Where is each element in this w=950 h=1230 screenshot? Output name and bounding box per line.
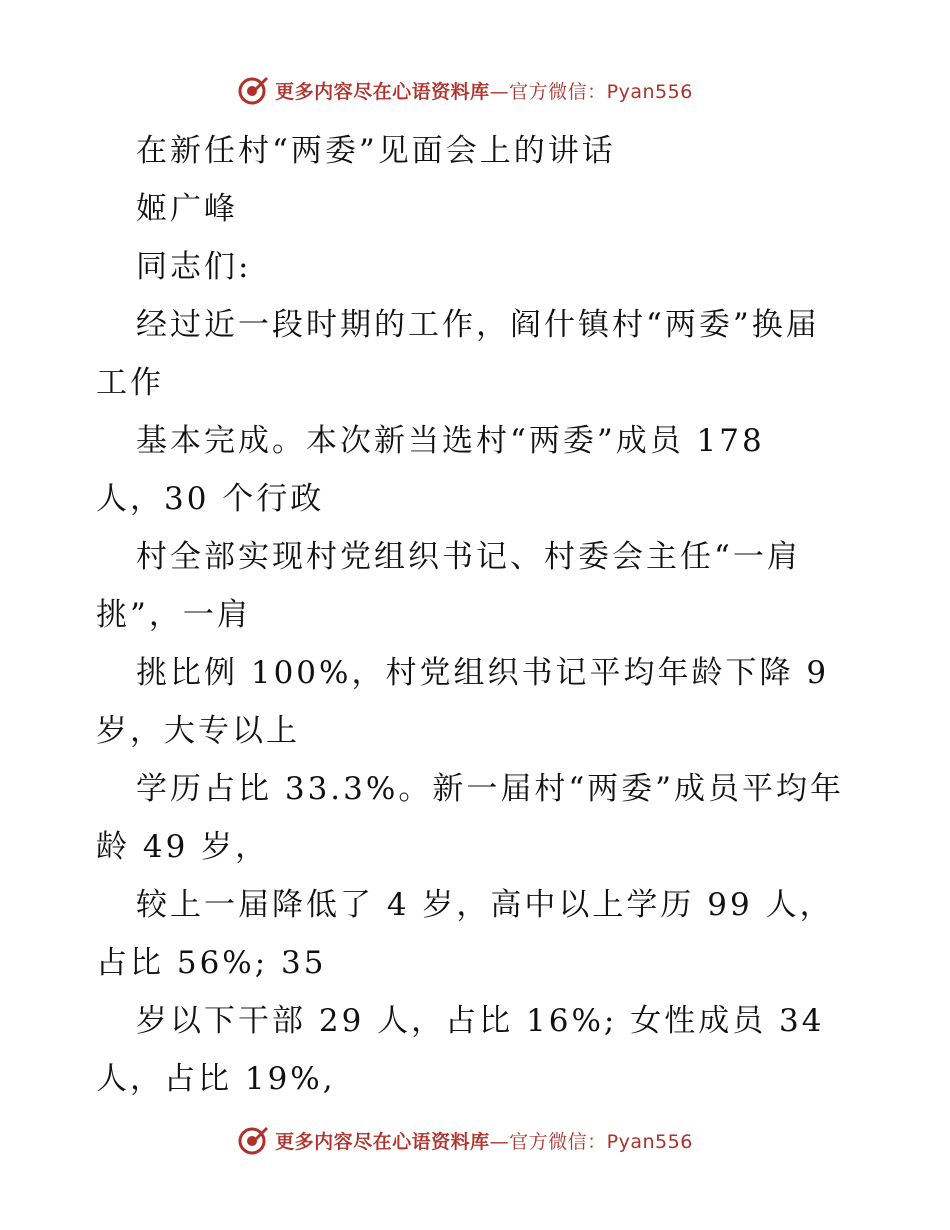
text-line: 岁，大专以上 (96, 713, 300, 749)
banner-suffix: —官方微信：Pyan556 (489, 1130, 693, 1153)
text-line: 学历占比 33.3%。新一届村“两委”成员平均年 (136, 771, 845, 807)
banner-text (275, 1127, 693, 1154)
text-line: 占比 56%; 35 (96, 945, 327, 981)
text-line: 基本完成。本次新当选村“两委”成员 178 (136, 423, 765, 459)
header-watermark-banner (0, 70, 950, 110)
pen-logo-icon (237, 1124, 269, 1156)
footer-watermark-banner (0, 1120, 950, 1160)
document-body (96, 122, 866, 1108)
document-author: 姬广峰 (136, 191, 238, 227)
text-line: 龄 49 岁， (96, 829, 270, 865)
text-line: 较上一届降低了 4 岁，高中以上学历 99 人， (136, 887, 834, 923)
banner-prefix: 更多内容尽在心语资料库 (275, 80, 490, 103)
banner-suffix: —官方微信：Pyan556 (489, 80, 693, 103)
text-line: 岁以下干部 29 人，占比 16%; 女性成员 34 (136, 1003, 825, 1039)
text-line: 挑比例 100%，村党组织书记平均年龄下降 9 (136, 655, 830, 691)
text-line: 人，占比 19%, (96, 1061, 336, 1097)
banner-text (275, 77, 693, 104)
text-line: 经过近一段时期的工作，阎什镇村“两委”换届 (136, 307, 820, 343)
document-title: 在新任村“两委”见面会上的讲话 (136, 133, 616, 169)
text-line: 村全部实现村党组织书记、村委会主任“一肩 (136, 539, 801, 575)
text-line: 同志们: (136, 249, 252, 285)
text-line: 人，30 个行政 (96, 481, 325, 517)
text-line: 工作 (96, 365, 164, 401)
pen-logo-icon (237, 74, 269, 106)
text-line: 挑”，一肩 (96, 597, 251, 633)
banner-prefix: 更多内容尽在心语资料库 (275, 1130, 490, 1153)
